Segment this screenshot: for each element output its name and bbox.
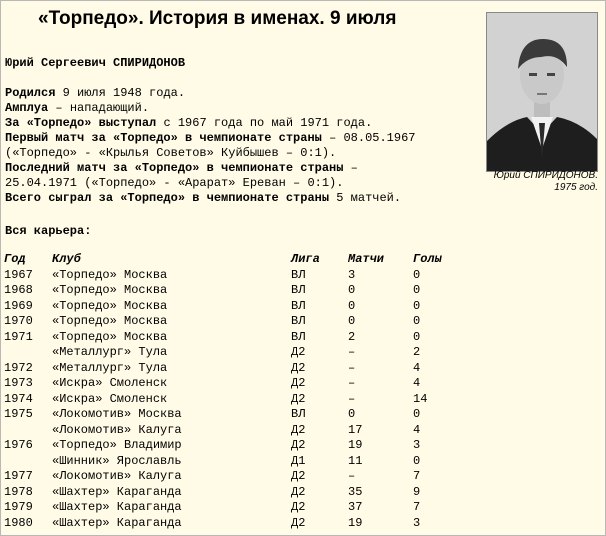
cell-goals: 3 [413, 438, 421, 452]
cell-matches: 19 [348, 438, 363, 452]
cell-club: «Шинник» Ярославль [52, 453, 182, 468]
cell-matches: – [348, 391, 356, 406]
cell-club: «Искра» Смоленск [52, 376, 168, 390]
cell-goals: 4 [413, 360, 421, 375]
table-row [4, 407, 453, 423]
photo-caption-name: Юрий СПИРИДОНОВ. [493, 170, 598, 181]
cell-club: «Локомотив» Калуга [52, 469, 182, 483]
bio-last-match: Последний матч за «Торпедо» в чемпионате страны – [5, 161, 358, 175]
bio-first-match-detail: («Торпедо» - «Крылья Советов» Куйбышев – 0:1). [5, 146, 337, 160]
cell-year: 1968 [4, 283, 33, 297]
header-year: Год [4, 252, 26, 266]
career-heading: Вся карьера: [5, 224, 92, 238]
photo-caption [470, 170, 598, 194]
cell-year: 1980 [4, 515, 33, 530]
cell-year: 1972 [4, 360, 33, 375]
bio-role: Амплуа – нападающий. [5, 101, 150, 115]
cell-league: Д2 [291, 345, 306, 359]
cell-year: 1979 [4, 500, 33, 514]
table-row [4, 454, 453, 470]
cell-goals: 0 [413, 453, 421, 468]
cell-goals: 4 [413, 376, 421, 390]
header-goals: Голы [413, 252, 442, 266]
bio-block [5, 56, 475, 206]
table-row [4, 361, 453, 377]
cell-league: Д2 [291, 500, 306, 514]
header-league: Лига [291, 252, 320, 266]
cell-goals: 0 [413, 298, 421, 313]
player-photo [486, 12, 598, 172]
cell-league: Д2 [291, 484, 306, 499]
career-table [4, 252, 453, 531]
cell-year [4, 423, 52, 439]
table-row [4, 469, 453, 485]
cell-league: Д2 [291, 391, 306, 406]
cell-year: 1975 [4, 407, 33, 421]
cell-league: ВЛ [291, 407, 306, 421]
cell-matches: – [348, 469, 356, 483]
career-rows [4, 268, 453, 532]
cell-club: «Торпедо» Москва [52, 267, 168, 282]
cell-year: 1976 [4, 438, 33, 452]
cell-club: «Шахтер» Караганда [52, 484, 182, 499]
cell-matches: 11 [348, 453, 363, 468]
page-title: «Торпедо». История в именах. 9 июля [38, 8, 397, 29]
cell-league: ВЛ [291, 298, 306, 313]
cell-club: «Локомотив» Москва [52, 407, 182, 421]
table-row [4, 392, 453, 408]
photo-caption-year: 1975 год. [554, 182, 598, 193]
table-row [4, 283, 453, 299]
cell-league: Д1 [291, 453, 306, 468]
cell-matches: 17 [348, 422, 363, 437]
cell-goals: 0 [413, 267, 421, 282]
cell-league: Д2 [291, 360, 306, 375]
cell-club: «Торпедо» Москва [52, 314, 168, 328]
cell-league: Д2 [291, 438, 306, 452]
cell-matches: 19 [348, 515, 363, 530]
cell-league: Д2 [291, 515, 306, 530]
cell-goals: 3 [413, 515, 421, 530]
cell-league: ВЛ [291, 314, 306, 328]
table-row [4, 485, 453, 501]
table-row [4, 376, 453, 392]
cell-club: «Шахтер» Караганда [52, 500, 182, 514]
player-name: Юрий Сергеевич СПИРИДОНОВ [5, 56, 186, 70]
cell-year: 1974 [4, 391, 33, 406]
header-matches: Матчи [348, 252, 385, 266]
cell-club: «Торпедо» Владимир [52, 438, 182, 452]
cell-league: ВЛ [291, 283, 306, 297]
table-row [4, 438, 453, 454]
cell-league: Д2 [291, 469, 306, 483]
table-row [4, 516, 453, 532]
cell-goals: 9 [413, 484, 421, 499]
cell-matches: 0 [348, 298, 356, 313]
cell-goals: 0 [413, 329, 421, 344]
career-header-row [4, 252, 453, 268]
cell-matches: 0 [348, 314, 356, 328]
cell-year [4, 454, 52, 470]
cell-year: 1971 [4, 329, 33, 344]
cell-year: 1977 [4, 469, 33, 483]
cell-club: «Металлург» Тула [52, 345, 168, 359]
cell-year [4, 345, 52, 361]
cell-club: «Локомотив» Калуга [52, 422, 182, 437]
cell-matches: – [348, 376, 356, 390]
cell-club: «Торпедо» Москва [52, 298, 168, 313]
cell-league: Д2 [291, 422, 306, 437]
cell-year: 1970 [4, 314, 33, 328]
cell-club: «Шахтер» Караганда [52, 515, 182, 530]
cell-goals: 4 [413, 422, 421, 437]
cell-league: Д2 [291, 376, 306, 390]
cell-club: «Торпедо» Москва [52, 283, 168, 297]
cell-club: «Металлург» Тула [52, 360, 168, 375]
table-row [4, 268, 453, 284]
cell-goals: 7 [413, 500, 421, 514]
bio-last-match-detail: 25.04.1971 («Торпедо» - «Арарат» Ереван – 0:1). [5, 176, 344, 190]
cell-matches: 0 [348, 407, 356, 421]
cell-goals: 0 [413, 407, 421, 421]
bio-played: За «Торпедо» выступал с 1967 года по май 1971 года. [5, 116, 373, 130]
table-row [4, 423, 453, 439]
cell-matches: 37 [348, 500, 363, 514]
table-row [4, 500, 453, 516]
cell-goals: 2 [413, 345, 421, 359]
table-row [4, 299, 453, 315]
cell-matches: 2 [348, 329, 356, 344]
cell-matches: – [348, 345, 356, 359]
table-row [4, 314, 453, 330]
table-row [4, 330, 453, 346]
cell-goals: 7 [413, 469, 421, 483]
cell-goals: 0 [413, 314, 421, 328]
cell-goals: 14 [413, 391, 428, 406]
cell-matches: 35 [348, 484, 363, 499]
cell-year: 1978 [4, 484, 33, 499]
cell-goals: 0 [413, 283, 421, 297]
cell-matches: 0 [348, 283, 356, 297]
cell-year: 1973 [4, 376, 33, 390]
bio-total: Всего сыграл за «Торпедо» в чемпионате страны 5 матчей. [5, 191, 402, 205]
cell-matches: 3 [348, 267, 356, 282]
cell-club: «Искра» Смоленск [52, 391, 168, 406]
cell-year: 1967 [4, 267, 33, 282]
table-row [4, 345, 453, 361]
cell-matches: – [348, 360, 356, 375]
cell-league: ВЛ [291, 267, 306, 282]
cell-league: ВЛ [291, 329, 306, 344]
header-club: Клуб [52, 252, 81, 266]
player-portrait-image [487, 13, 597, 171]
bio-born: Родился 9 июля 1948 года. [5, 86, 186, 100]
bio-first-match: Первый матч за «Торпедо» в чемпионате страны – 08.05.1967 [5, 131, 416, 145]
cell-year: 1969 [4, 298, 33, 313]
cell-club: «Торпедо» Москва [52, 329, 168, 344]
